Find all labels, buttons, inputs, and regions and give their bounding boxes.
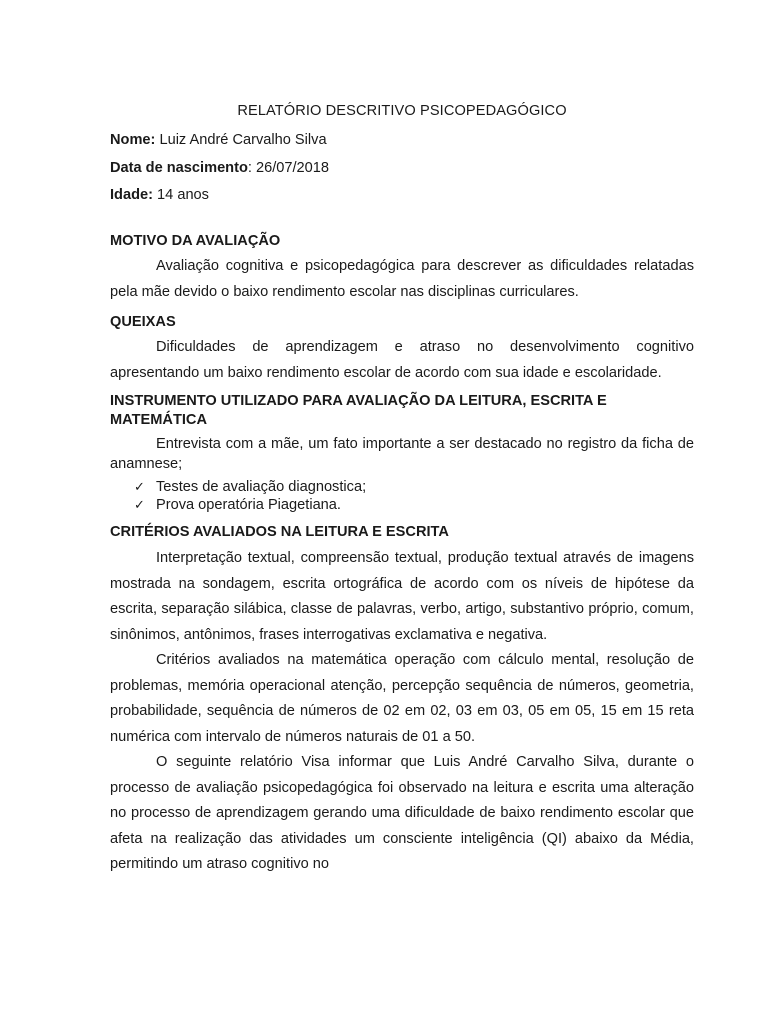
field-nasc-label: Data de nascimento (110, 159, 248, 176)
list-item-text: Prova operatória Piagetiana. (156, 497, 341, 513)
paragraph-criterios-leitura: Interpretação textual, compreensão textual, produção textual através de imagens mostrada na sondagem, escrita ortográfica de acordo com os níveis de hipótese da escrita, separação silábica, classe de palavras, verbo, artigo, substantivo próprio, comum, sinônimos, antônimos, frases interrogativas exclamativa e negativa. (110, 550, 694, 643)
field-data-nascimento (110, 159, 694, 178)
heading-criterios: CRITÉRIOS AVALIADOS NA LEITURA E ESCRITA (110, 524, 449, 540)
field-idade (110, 186, 694, 205)
field-nome-label: Nome: (110, 132, 156, 148)
field-nome-value: Luiz André Carvalho Silva (155, 132, 327, 148)
paragraph-queixas: Dificuldades de aprendizagem e atraso no desenvolvimento cognitivo apresentando um baixo rendimento escolar de acordo com sua idade e escolaridade. (110, 339, 694, 381)
instrument-list (110, 478, 694, 514)
paragraph-instrumento: Entrevista com a mãe, um fato importante a ser destacado no registro da ficha de anamnese; (110, 436, 694, 472)
list-item-text: Testes de avaliação diagnostica; (156, 479, 367, 495)
field-nome (110, 131, 694, 150)
paragraph-relatorio: O seguinte relatório Visa informar que Luis André Carvalho Silva, durante o processo de avaliação psicopedagógica foi observado na leitura e escrita uma alteração no processo de aprendizagem gerando uma dificuldade de baixo rendimento escolar que afeta na realização das atividades um consciente inteligência (QI) abaixo da Média, permitindo um atraso cognitivo no (110, 754, 694, 872)
field-idade-value: 14 anos (152, 187, 209, 203)
field-idade-label: Idade: (110, 187, 153, 203)
heading-instrumento: INSTRUMENTO UTILIZADO PARA AVALIAÇÃO DA LEITURA, ESCRITA E MATEMÁTICA (110, 393, 607, 428)
report-title: RELATÓRIO DESCRITIVO PSICOPEDAGÓGICO (237, 103, 567, 119)
check-mark-icon: ✓ (134, 479, 145, 494)
list-item (110, 478, 694, 496)
check-mark-icon: ✓ (134, 497, 145, 512)
document-body (110, 102, 694, 878)
heading-motivo: MOTIVO DA AVALIAÇÃO (110, 233, 281, 249)
field-nasc-value: : 26/07/2018 (247, 159, 330, 176)
heading-queixas: QUEIXAS (110, 314, 176, 330)
list-item (110, 496, 694, 514)
paragraph-criterios-matematica: Critérios avaliados na matemática operação com cálculo mental, resolução de problemas, memória operacional atenção, percepção sequência de números, geometria, probabilidade, sequência de números de 02 em 02, 03 em 03, 05 em 05, 15 em 15 reta numérica com intervalo de números naturais de 01 a 50. (110, 652, 694, 745)
paragraph-motivo: Avaliação cognitiva e psicopedagógica para descrever as dificuldades relatadas pela mãe devido o baixo rendimento escolar nas disciplinas curriculares. (110, 258, 694, 300)
